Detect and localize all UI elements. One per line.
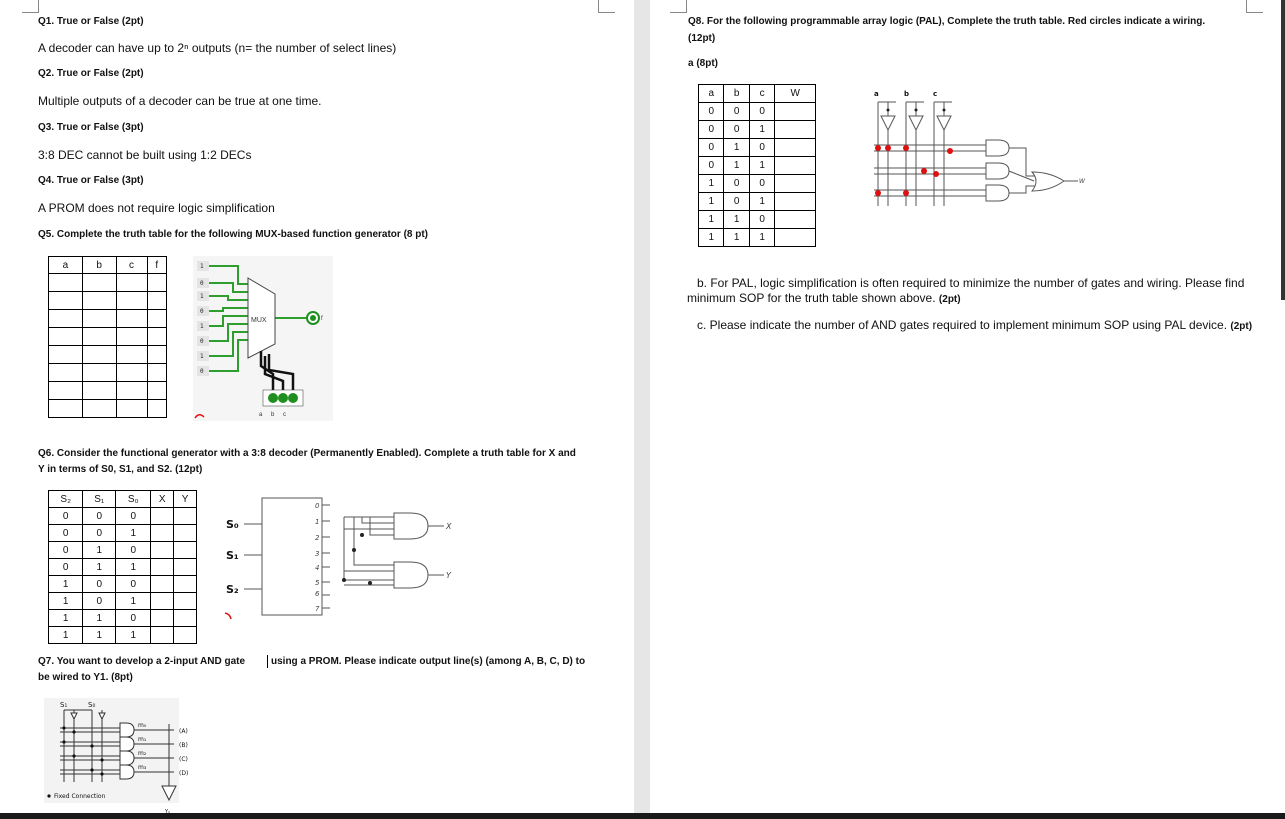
dec-out-4: 4 [315,564,320,572]
q8-cell: 1 [699,211,724,229]
input-s0: S₀ [226,518,239,531]
q6-cell: 0 [49,525,83,542]
q8-cell: 1 [699,193,724,211]
mux-input-1: 0 [200,280,204,287]
q7-title-part1: Q7. You want to develop a 2-input AND gate [38,656,246,667]
q5-cell[interactable] [116,364,147,382]
q6-title-line1: Q6. Consider the functional generator with a 3:8 decoder (Permanently Enabled). Complete a truth table for X and [38,448,576,459]
q6-cell: 0 [83,576,116,593]
q8-part-c-points: (2pt) [1230,321,1253,332]
q8-cell: 0 [724,121,749,139]
q6-cell: 0 [83,593,116,610]
q5-cell[interactable] [82,382,116,400]
q5-header-f: f [147,257,167,274]
q5-cell[interactable] [147,274,167,292]
minterm-m0: m₀ [138,722,147,729]
q6-cell: 0 [116,610,151,627]
select-led-c [288,393,298,403]
q6-cell: 1 [116,593,151,610]
scrollbar-thumb[interactable] [1281,0,1285,300]
q5-cell[interactable] [147,382,167,400]
q8-part-b-text: minimum SOP for the truth table shown above. [687,291,936,305]
dec-out-5: 5 [315,579,320,587]
pal-input-c: c [933,90,938,98]
q8-w-cell[interactable] [775,157,816,175]
q5-cell[interactable] [82,400,116,418]
junction-dot [342,578,346,582]
margin-mark [1246,0,1263,13]
q5-truth-table [48,256,167,418]
select-label-b: b [271,412,275,418]
choice-a: (A) [179,728,188,735]
select-led-b [278,393,288,403]
q8-truth-table [698,84,816,247]
wiring-dot [875,190,881,196]
select-label-a: a [259,412,263,418]
q5-cell[interactable] [49,382,83,400]
wiring-dot [875,145,881,151]
q5-header-b: b [82,257,116,274]
q5-cell[interactable] [49,328,83,346]
q8-header-c: c [749,85,774,103]
q5-cell[interactable] [49,274,83,292]
wiring-dot [921,168,927,174]
q5-header-a: a [49,257,83,274]
q1-title: Q1. True or False (2pt) [38,16,144,27]
q6-y-cell[interactable] [174,610,197,627]
q8-w-cell[interactable] [775,193,816,211]
mux-input-3: 0 [200,308,204,315]
q8-cell: 0 [749,175,774,193]
q8-part-c [697,318,1252,332]
mux-output-label: f [321,316,323,322]
q7-title-line2: be wired to Y1. (8pt) [38,672,133,683]
mux-label: MUX [251,317,267,324]
q6-x-cell[interactable] [151,593,174,610]
mux-input-4: 1 [200,323,204,330]
q6-cell: 0 [116,576,151,593]
q6-y-cell[interactable] [174,576,197,593]
q5-cell[interactable] [49,310,83,328]
q8-header-a: a [699,85,724,103]
q6-y-cell[interactable] [174,508,197,525]
q5-cell[interactable] [82,310,116,328]
wiring-dot [947,148,953,154]
mux-input-2: 1 [200,293,204,300]
q6-cell: 1 [116,525,151,542]
gate-out-y: Y [446,571,451,580]
q5-cell[interactable] [147,346,167,364]
mux-input-6: 1 [200,353,204,360]
q8-cell: 0 [699,103,724,121]
gate-out-x: X [446,522,452,531]
margin-mark [22,0,39,13]
q1-statement: A decoder can have up to 2ⁿ outputs (n= the number of select lines) [38,41,397,55]
q5-cell[interactable] [116,400,147,418]
q3-title: Q3. True or False (3pt) [38,122,144,133]
q2-statement: Multiple outputs of a decoder can be true at one time. [38,94,322,108]
q6-x-cell[interactable] [151,610,174,627]
choice-b: (B) [179,742,188,749]
input-s1: S₁ [226,549,239,562]
q5-cell[interactable] [116,382,147,400]
q8-part-a: a (8pt) [688,58,718,69]
q8-part-c-text: c. Please indicate the number of AND gates required to implement minimum SOP using PAL device. [697,318,1228,332]
dec-out-1: 1 [315,518,320,526]
dec-out-7: 7 [315,605,320,613]
q5-cell[interactable] [147,310,167,328]
q7-title-part2: using a PROM. Please indicate output line(s) (among A, B, C, D) to [271,656,586,667]
q8-cell: 0 [699,139,724,157]
q6-cell: 1 [116,559,151,576]
q5-cell[interactable] [49,400,83,418]
q6-header-y: Y [174,491,197,508]
q8-cell: 1 [724,229,749,247]
q5-cell[interactable] [82,274,116,292]
q6-x-cell[interactable] [151,627,174,644]
q5-cell[interactable] [116,346,147,364]
page-gutter [634,0,650,813]
output-led-core [310,315,316,321]
q5-title: Q5. Complete the truth table for the following MUX-based function generator (8 pt) [38,229,429,240]
q6-x-cell[interactable] [151,525,174,542]
q5-cell[interactable] [147,328,167,346]
pal-output-w: W [1079,178,1085,185]
q6-y-cell[interactable] [174,593,197,610]
mux-input-5: 0 [200,338,204,345]
q6-cell: 0 [83,508,116,525]
q6-header-s2: S₂ [49,491,83,508]
q8-title-line1: Q8. For the following programmable array logic (PAL), Complete the truth table. Red circles indicate a wiring. [688,16,1206,27]
q6-x-cell[interactable] [151,576,174,593]
q8-cell: 1 [749,121,774,139]
q6-cell: 1 [49,576,83,593]
q8-part-b-points: (2pt) [938,294,961,305]
q4-statement: A PROM does not require logic simplification [38,201,275,215]
q8-cell: 0 [699,157,724,175]
q6-header-x: X [151,491,174,508]
q8-cell: 0 [749,211,774,229]
q8-header-b: b [724,85,749,103]
q5-cell[interactable] [147,364,167,382]
q6-cell: 0 [49,559,83,576]
prom-input-s0: S₀ [88,701,96,709]
q8-cell: 1 [749,229,774,247]
q6-cell: 0 [116,508,151,525]
q5-cell[interactable] [82,292,116,310]
q5-mux-diagram [193,256,333,421]
q8-cell: 1 [724,139,749,157]
q8-cell: 1 [749,193,774,211]
q8-cell: 1 [724,157,749,175]
q5-cell[interactable] [116,328,147,346]
q6-cell: 1 [116,627,151,644]
q5-header-c: c [116,257,147,274]
q6-cell: 1 [49,627,83,644]
decoder-box [262,498,322,615]
q4-title: Q4. True or False (3pt) [38,175,144,186]
input-s2: S₂ [226,583,239,596]
q5-cell[interactable] [82,364,116,382]
q8-w-cell[interactable] [775,229,816,247]
q8-cell: 1 [749,157,774,175]
mux-input-7: 0 [200,368,204,375]
q6-cell: 1 [83,610,116,627]
q5-cell[interactable] [82,328,116,346]
q6-cell: 0 [83,525,116,542]
q5-cell[interactable] [116,292,147,310]
q7-prom-diagram [44,698,212,814]
q8-pal-diagram [868,84,1083,212]
q8-w-cell[interactable] [775,175,816,193]
q6-x-cell[interactable] [151,542,174,559]
q5-cell[interactable] [116,310,147,328]
q8-w-cell[interactable] [775,103,816,121]
q8-w-cell[interactable] [775,121,816,139]
q5-cell[interactable] [116,274,147,292]
select-label-c: c [283,412,286,418]
q6-cell: 1 [83,627,116,644]
wiring-dot [885,145,891,151]
margin-mark [670,0,687,13]
dec-out-3: 3 [315,550,320,558]
dec-out-6: 6 [315,590,320,598]
q8-w-cell[interactable] [775,139,816,157]
q6-decoder-diagram [222,495,467,620]
q8-cell: 1 [724,211,749,229]
q8-cell: 1 [699,175,724,193]
prom-input-s1: S₁ [60,701,68,709]
q6-cell: 1 [49,610,83,627]
q8-w-cell[interactable] [775,211,816,229]
q6-header-s0: S₀ [116,491,151,508]
red-mark [224,612,234,620]
minterm-m2: m₂ [138,750,147,757]
q8-cell: 0 [724,175,749,193]
q8-part-b-line1: b. For PAL, logic simplification is often required to minimize the number of gates and wiring. Please find [697,276,1245,290]
choice-c: (C) [179,756,188,763]
q6-cell: 1 [83,542,116,559]
q8-part-b-line2 [687,291,961,305]
q6-truth-table [48,490,197,644]
minterm-m1: m₁ [138,736,147,743]
q6-y-cell[interactable] [174,627,197,644]
wiring-dot [933,171,939,177]
q2-title: Q2. True or False (2pt) [38,68,144,79]
mux-input-0: 1 [200,263,204,270]
minterm-m3: m₃ [138,764,147,771]
q6-cell: 0 [49,542,83,559]
q5-cell[interactable] [49,292,83,310]
q6-x-cell[interactable] [151,559,174,576]
dec-out-2: 2 [315,534,320,542]
choice-d: (D) [179,770,189,777]
dec-out-0: 0 [315,502,320,510]
q6-cell: 1 [49,593,83,610]
q5-cell[interactable] [49,364,83,382]
junction-dot [360,533,364,537]
text-cursor [267,655,268,668]
margin-mark [598,0,615,13]
q6-cell: 0 [49,508,83,525]
q5-cell[interactable] [82,346,116,364]
q8-cell: 0 [724,193,749,211]
q6-cell: 0 [116,542,151,559]
legend-fixed-connection: Fixed Connection [54,793,106,800]
q6-cell: 1 [83,559,116,576]
pal-input-a: a [874,90,879,98]
q3-statement: 3:8 DEC cannot be built using 1:2 DECs [38,148,252,162]
q6-header-s1: S₁ [83,491,116,508]
q8-cell: 1 [699,229,724,247]
prom-output-y1: Y₁ [165,809,171,815]
q5-cell[interactable] [49,346,83,364]
q6-y-cell[interactable] [174,542,197,559]
junction-dot [368,581,372,585]
q8-cell: 0 [724,103,749,121]
q6-x-cell[interactable] [151,508,174,525]
q6-y-cell[interactable] [174,525,197,542]
q8-cell: 0 [699,121,724,139]
select-led-a [268,393,278,403]
q8-header-w: W [775,85,816,103]
q5-cell[interactable] [147,292,167,310]
q6-title-line2: Y in terms of S0, S1, and S2. (12pt) [38,464,203,475]
wiring-dot [903,190,909,196]
q8-title-line2: (12pt) [688,33,716,44]
q5-cell[interactable] [147,400,167,418]
red-mark [194,412,206,420]
q8-cell: 0 [749,139,774,157]
pal-input-b: b [904,90,910,98]
q8-cell: 0 [749,103,774,121]
q6-y-cell[interactable] [174,559,197,576]
junction-dot [352,548,356,552]
wiring-dot [903,145,909,151]
